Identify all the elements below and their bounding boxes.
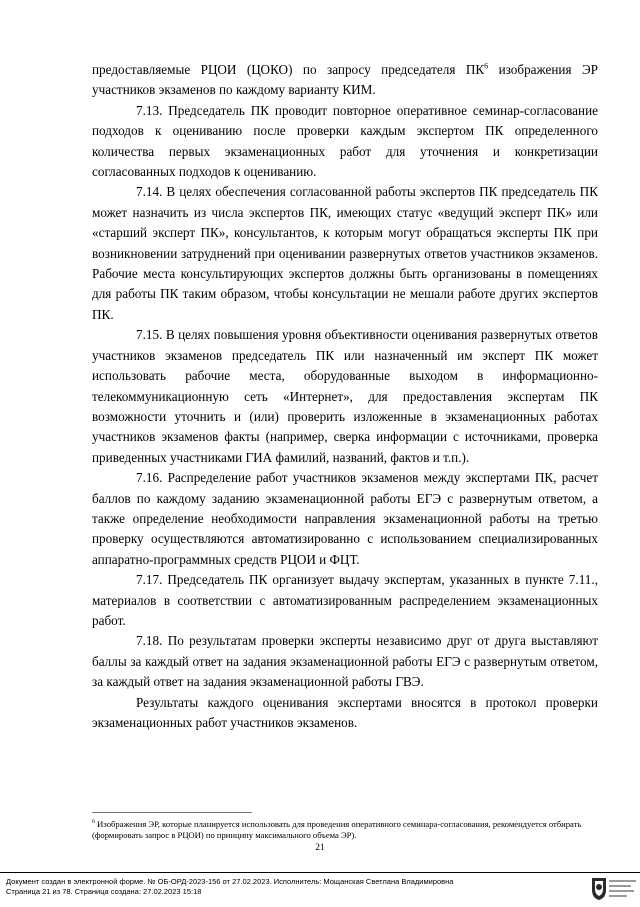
paragraph-continuation — [92, 60, 598, 101]
footnote-separator — [92, 812, 252, 813]
footnote — [92, 817, 598, 841]
coat-of-arms-emblem — [588, 874, 640, 902]
footnote-reference-marker[interactable]: 6 — [484, 61, 489, 71]
paragraph-7-18: 7.18. По результатам проверки эксперты независимо друг от друга выставляют баллы за каждый ответ на задания экзаменационной работы ЕГЭ с развернутым ответом, за каждый ответ на задания экзаменационной работы ГВЭ. — [92, 633, 598, 690]
paragraph-results: Результаты каждого оценивания экспертами вносятся в протокол проверки экзаменационных работ участников экзаменов. — [92, 694, 598, 730]
document-body — [92, 60, 598, 733]
emblem-icon — [588, 874, 640, 902]
paragraph-7-14: 7.14. В целях обеспечения согласованной работы экспертов ПК председатель ПК может назначить из числа экспертов ПК, имеющих статус «ведущий эксперт ПК» или «старший эксперт ПК», консультантов, к которым могут обращаться эксперты ПК при возникновении затруднений при оценивании развернутых ответов участников экзаменов. Рабочие места консультирующих экспертов должны быть организованы в помещениях для работы ПК таким образом, чтобы консультации не мешали работе других экспертов ПК. — [92, 184, 598, 322]
page-number: 21 — [315, 843, 325, 853]
paragraph-7-16: 7.16. Распределение работ участников экзаменов между экспертами ПК, расчет баллов по каждому заданию экзаменационной работы ЕГЭ с развернутым ответом, а также определение необходимости направления экзаменационной работы на третью проверку осуществляются автоматизированно с использованием специализированных аппаратно-программных средств РЦОИ и ФЦТ. — [92, 470, 598, 567]
footnote-marker: 6 — [92, 819, 95, 825]
paragraph-continuation-text: предоставляемые РЦОИ (ЦОКО) по запросу председателя ПК — [92, 62, 485, 77]
paragraph-7-17: 7.17. Председатель ПК организует выдачу экспертам, указанных в пункте 7.11., материалов в соответствии с автоматизированным распределением экзаменационных работ. — [92, 572, 598, 628]
document-metadata — [6, 877, 566, 896]
paragraph-continuation-tail: изображения ЭР участников экзаменов по каждому варианту КИМ. — [92, 62, 598, 98]
paragraph-7-15: 7.15. В целях повышения уровня объективности оценивания развернутых ответов участников экзаменов председатель ПК или назначенный им эксперт ПК может использовать рабочие места, оборудованные выходом в информационно-телекоммуникационную сеть «Интернет», для предоставления экспертам ПК возможности уточнить и (или) проверить изложенные в экзаменационных работах участников экзаменов факты (например, сверка информации с источниками, проверка приведенных участниками ГИА фамилий, названий, фактов и т.п.). — [92, 327, 598, 465]
paragraph-7-13: 7.13. Председатель ПК проводит повторное оперативное семинар-согласование подходов к оцениванию после проверки каждым экспертом ПК определенного количества первых экзаменационных работ для уточнения и конкретизации согласованных подходов к оцениванию. — [92, 102, 598, 180]
footnote-text: Изображения ЭР, которые планируется использовать для проведения оперативного семинара-согласования, рекомендуется отбирать (формировать запрос в РЦОИ) по принципу максимального объема ЭР). — [92, 818, 582, 840]
metadata-separator — [0, 872, 640, 873]
metadata-line-1: Документ создан в электронной форме. № ОБ-ОРД-2023-156 от 27.02.2023. Исполнитель: Мощанская Светлана Владимировна — [6, 877, 454, 886]
metadata-line-2: Страница 21 из 78. Страница создана: 27.02.2023 15:18 — [6, 886, 202, 896]
